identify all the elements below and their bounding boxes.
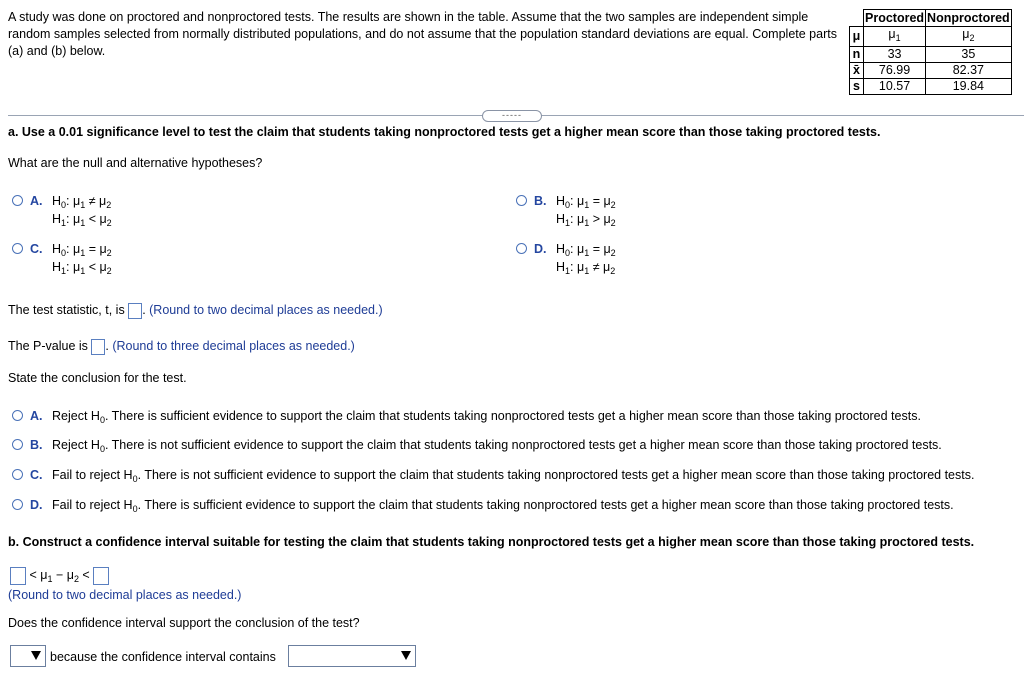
- hyp-option-c-h1: $H_1$: $\mu_1 < \mu_2$: [52, 260, 112, 276]
- ci-round-hint: (Round to two decimal places as needed.): [8, 588, 242, 602]
- row-label: s: [850, 79, 864, 95]
- header-nonproctored: Nonproctored: [927, 11, 1010, 25]
- conclusion-option-d[interactable]: [12, 499, 23, 513]
- table-cell: 82.37: [926, 63, 1012, 79]
- conclusion-option-a-label: A.: [30, 409, 43, 423]
- because-text: because the confidence interval contains: [50, 650, 276, 664]
- table-cell: 10.57: [864, 79, 926, 95]
- hyp-option-d-label: D.: [534, 242, 547, 256]
- ci-middle-text: < $\mu_1 - \mu_2$ <: [29, 568, 90, 584]
- table-cell: 33: [864, 47, 926, 63]
- expand-button[interactable]: -----: [482, 110, 542, 122]
- intro-text: A study was done on proctored and nonproctored tests. The results are shown in the table. Assume that the two samples are independent simple random samples selected from normally distributed populations, and do not assume that the population standard deviations are equal. Complete parts (a) and (b) below.: [8, 10, 837, 58]
- pvalue-hint: (Round to three decimal places as needed.): [112, 339, 355, 353]
- radio-c[interactable]: [12, 243, 23, 254]
- table-cell: 76.99: [864, 63, 926, 79]
- header-proctored: Proctored: [865, 11, 925, 25]
- table-row: [850, 63, 1012, 79]
- row-label: x̄: [850, 63, 864, 79]
- hyp-option-a-h0: $H_0$: $\mu_1 \ne \mu_2$: [52, 194, 112, 210]
- conclusion-option-b[interactable]: [12, 439, 23, 453]
- table-cell: 19.84: [926, 79, 1012, 95]
- radio-conclusion-d[interactable]: [12, 499, 23, 510]
- test-statistic-row: The test statistic, t, is . (Round to two decimal places as needed.): [8, 303, 383, 317]
- hyp-option-d-h0: $H_0$: $\mu_1 = \mu_2$: [556, 242, 616, 258]
- hyp-option-a[interactable]: [12, 195, 23, 209]
- row-label: n: [850, 47, 864, 63]
- dropdown-arrow-icon: [31, 651, 41, 660]
- table-row: [850, 27, 1012, 47]
- conclusion-option-c[interactable]: [12, 469, 23, 483]
- conclusion-option-c-text: Fail to reject $H_0$. There is not sufficient evidence to support the claim that students taking nonproctored tests get a higher mean score than those taking proctored tests.: [52, 468, 975, 484]
- table-cell: 35: [926, 47, 1012, 63]
- table-row: [850, 47, 1012, 63]
- hypotheses-question: What are the null and alternative hypotheses?: [8, 156, 263, 170]
- row-label: μ: [850, 27, 864, 47]
- data-table: [849, 9, 1012, 95]
- test-statistic-label: The test statistic, t, is: [8, 303, 125, 317]
- radio-b[interactable]: [516, 195, 527, 206]
- hyp-option-b-h0: $H_0$: $\mu_1 = \mu_2$: [556, 194, 616, 210]
- ci-upper-input[interactable]: [93, 567, 109, 585]
- conclusion-option-a[interactable]: [12, 410, 23, 424]
- test-statistic-input[interactable]: [128, 303, 142, 319]
- hyp-option-d[interactable]: [516, 243, 527, 257]
- pvalue-input[interactable]: [91, 339, 105, 355]
- radio-conclusion-b[interactable]: [12, 439, 23, 450]
- table-cell: $\mu_2$: [926, 27, 1012, 47]
- conclusion-option-c-label: C.: [30, 468, 43, 482]
- support-question: Does the confidence interval support the conclusion of the test?: [8, 616, 360, 630]
- hyp-option-c[interactable]: [12, 243, 23, 257]
- radio-conclusion-a[interactable]: [12, 410, 23, 421]
- conclusion-option-d-label: D.: [30, 498, 43, 512]
- part-a-prompt: a. Use a 0.01 significance level to test the claim that students taking nonproctored tests get a higher mean score than those taking proctored tests.: [8, 125, 881, 139]
- table-cell: $\mu_1$: [864, 27, 926, 47]
- hyp-option-a-label: A.: [30, 194, 43, 208]
- radio-d[interactable]: [516, 243, 527, 254]
- conclusion-option-a-text: Reject $H_0$. There is sufficient evidence to support the claim that students taking nonproctored tests get a higher mean score than those taking proctored tests.: [52, 409, 921, 425]
- radio-conclusion-c[interactable]: [12, 469, 23, 480]
- hyp-option-b[interactable]: [516, 195, 527, 209]
- hyp-option-b-label: B.: [534, 194, 547, 208]
- confidence-interval-row: [10, 565, 109, 589]
- ci-lower-input[interactable]: [10, 567, 26, 585]
- hyp-option-c-label: C.: [30, 242, 43, 256]
- hyp-option-d-h1: $H_1$: $\mu_1 \ne \mu_2$: [556, 260, 616, 276]
- dropdown-arrow-icon: [401, 651, 411, 660]
- radio-a[interactable]: [12, 195, 23, 206]
- table-row: [850, 79, 1012, 95]
- conclusion-option-b-text: Reject $H_0$. There is not sufficient evidence to support the claim that students taking nonproctored tests get a higher mean score than those taking proctored tests.: [52, 438, 942, 454]
- contains-dropdown[interactable]: [288, 645, 416, 667]
- hyp-option-a-h1: $H_1$: $\mu_1 < \mu_2$: [52, 212, 112, 228]
- hyp-option-b-h1: $H_1$: $\mu_1 > \mu_2$: [556, 212, 616, 228]
- conclusion-option-b-label: B.: [30, 438, 43, 452]
- hyp-option-c-h0: $H_0$: $\mu_1 = \mu_2$: [52, 242, 112, 258]
- conclusion-option-d-text: Fail to reject $H_0$. There is sufficient evidence to support the claim that students taking nonproctored tests get a higher mean score than those taking proctored tests.: [52, 498, 954, 514]
- conclusion-question: State the conclusion for the test.: [8, 371, 187, 385]
- pvalue-row: The P-value is . (Round to three decimal places as needed.): [8, 339, 355, 353]
- part-b-prompt: b. Construct a confidence interval suitable for testing the claim that students taking nonproctored tests get a higher mean score than those taking proctored tests.: [8, 535, 975, 549]
- support-dropdown[interactable]: [10, 645, 46, 667]
- test-statistic-hint: (Round to two decimal places as needed.): [149, 303, 383, 317]
- pvalue-label: The P-value is: [8, 339, 88, 353]
